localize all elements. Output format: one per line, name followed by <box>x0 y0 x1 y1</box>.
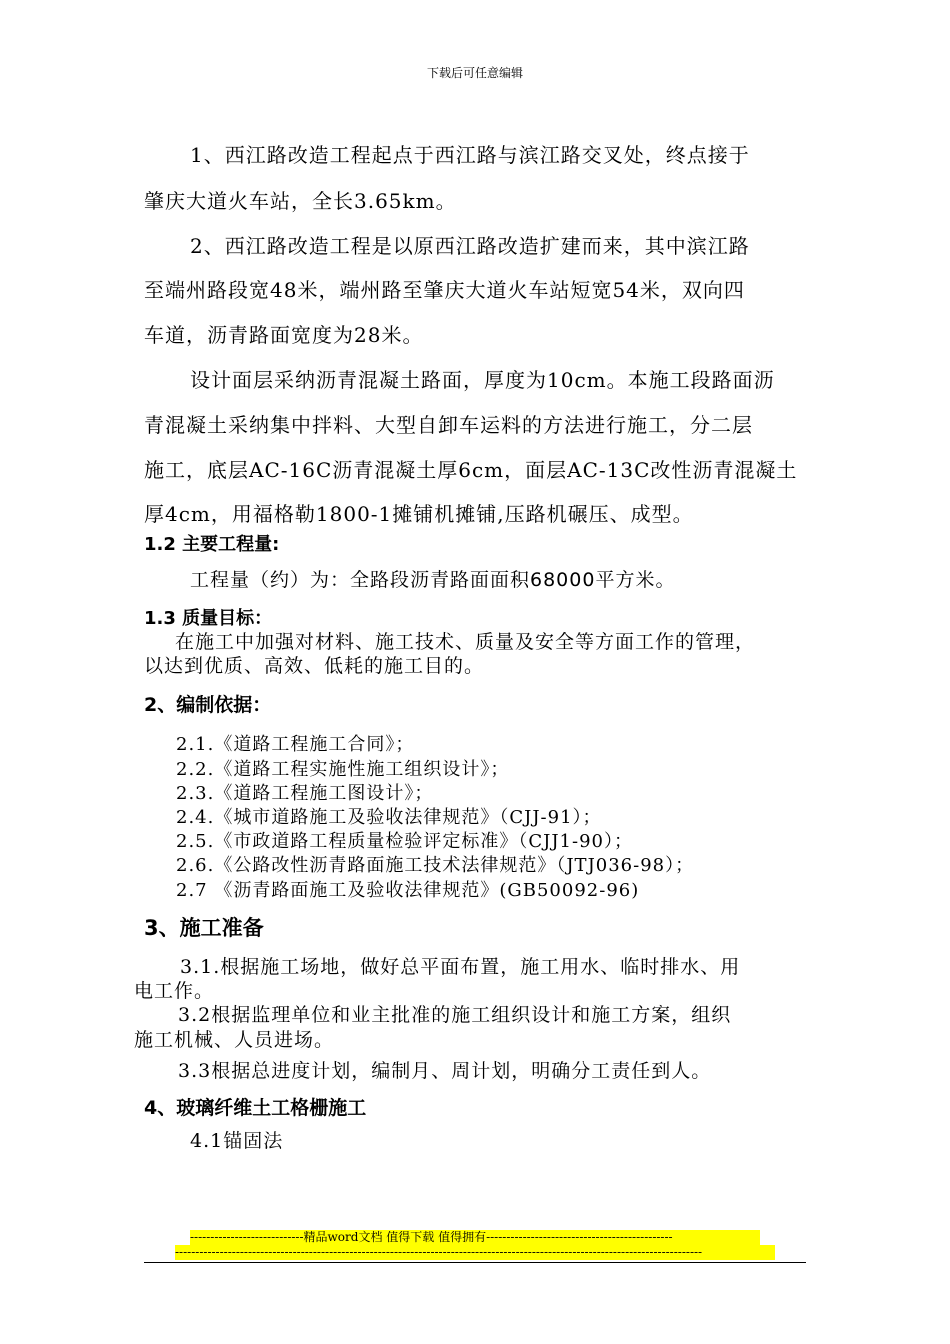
section-1-3-line-1: 在施工中加强对材料、施工技术、质量及安全等方面工作的管理， <box>175 631 756 653</box>
reference-item-1: 2.1.《道路工程施工合同》； <box>176 734 415 755</box>
section-3-item-3: 3.3根据总进度计划，编制月、周计划，明确分工责任到人。 <box>178 1060 712 1082</box>
section-4-heading: 4、玻璃纤维土工格栅施工 <box>144 1097 367 1119</box>
section-2-heading: 2、编制依据： <box>144 694 272 716</box>
paragraph-3-line-1: 设计面层采纳沥青混凝土路面，厚度为10cm。本施工段路面沥 <box>190 368 775 392</box>
section-3-heading: 3、施工准备 <box>144 916 264 940</box>
page-header: 下载后可任意编辑 <box>426 66 523 80</box>
paragraph-1-line-1: 1、西江路改造工程起点于西江路与滨江路交叉处，终点接于 <box>190 143 750 167</box>
reference-item-2: 2.2.《道路工程实施性施工组织设计》； <box>176 759 510 780</box>
paragraph-3-line-4: 厚4cm，用福格勒1800-1摊铺机摊铺,压路机碾压、成型。 <box>144 502 694 526</box>
footer-banner-line-2: ---------------------------------------------------------------------------------------------------------------------------------- <box>175 1245 775 1260</box>
section-3-item-1-line-1: 3.1.根据施工场地，做好总平面布置，施工用水、临时排水、用 <box>180 956 741 978</box>
paragraph-2-line-2: 至端州路段宽48米，端州路至肇庆大道火车站短宽54米，双向四 <box>144 278 745 302</box>
paragraph-2-line-1: 2、西江路改造工程是以原西江路改造扩建而来，其中滨江路 <box>190 234 750 258</box>
paragraph-3-line-2: 青混凝土采纳集中拌料、大型自卸车运料的方法进行施工，分二层 <box>144 413 753 437</box>
section-3-item-2-line-2: 施工机械、人员进场。 <box>134 1029 335 1051</box>
paragraph-2-line-3: 车道，沥青路面宽度为28米。 <box>144 323 424 347</box>
section-1-3-heading: 1.3 质量目标： <box>144 608 273 629</box>
section-4-subheading: 4.1锚固法 <box>190 1130 284 1152</box>
footer-banner-line-1: ----------------------------精品word文档 值得下载 值得拥有---------------------------------------------- <box>190 1230 760 1245</box>
section-1-2-heading: 1.2 主要工程量: <box>144 534 280 555</box>
section-3-item-1-line-2: 电工作。 <box>134 980 215 1002</box>
reference-item-4: 2.4.《城市道路施工及验收法律规范》（CJJ-91）； <box>176 807 602 828</box>
reference-item-3: 2.3.《道路工程施工图设计》； <box>176 783 434 804</box>
section-1-2-text: 工程量（约）为：全路段沥青路面面积68000平方米。 <box>190 569 676 591</box>
paragraph-1-line-2: 肇庆大道火车站，全长3.65km。 <box>144 189 457 213</box>
section-1-3-line-2: 以达到优质、高效、低耗的施工目的。 <box>144 655 485 677</box>
section-3-item-2-line-1: 3.2根据监理单位和业主批准的施工组织设计和施工方案，组织 <box>178 1004 732 1026</box>
reference-item-5: 2.5.《市政道路工程质量检验评定标准》（CJJ1-90）； <box>176 831 633 852</box>
paragraph-3-line-3: 施工，底层AC-16C沥青混凝土厚6cm，面层AC-13C改性沥青混凝土 <box>144 458 798 482</box>
reference-item-6: 2.6.《公路改性沥青路面施工技术法律规范》（JTJ036-98）； <box>176 855 695 876</box>
reference-item-7: 2.7 《沥青路面施工及验收法律规范》(GB50092-96) <box>176 880 640 901</box>
footer-divider <box>144 1262 806 1263</box>
